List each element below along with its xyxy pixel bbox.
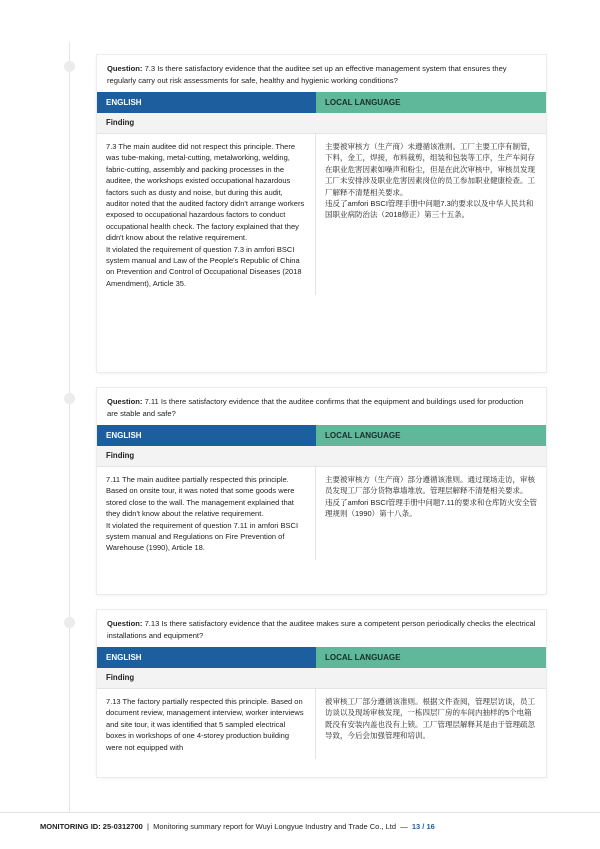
question-card-7-3 — [97, 55, 546, 372]
finding-english-text: 7.13 The factory partially respected this principle. Based on document review, management interview, worker interviews and site tour, it was identified that 5 sampled electrical boxes in workshops of one 4-storey production building were not equipped with — [97, 689, 316, 759]
question-body: 7.3 Is there satisfactory evidence that the auditee set up an effective management system that ensures they regularly carry out risk assessments for safe, healthy and hygienic working conditions? — [107, 64, 507, 85]
finding-label: Finding — [97, 668, 546, 689]
english-column-header: ENGLISH — [97, 92, 316, 113]
timeline-line — [69, 42, 70, 812]
finding-content — [97, 134, 546, 295]
english-column-header: ENGLISH — [97, 647, 316, 668]
finding-local-text: 被审核工厂部分遵循该准则。根据文件查阅，管理层访谈，员工访谈以及现场审核发现，一栋四层厂房的车间内抽样的5个电箱既没有安装内盖也没有上锁。工厂管理层解释其是由于管理疏忽导致，今后会加强管理和培训。 — [325, 697, 535, 741]
english-column-header: ENGLISH — [97, 425, 316, 446]
question-text — [97, 63, 546, 92]
question-card-7-11 — [97, 388, 546, 594]
language-header — [97, 92, 546, 113]
timeline-dot — [64, 393, 75, 404]
local-language-column-header: LOCAL LANGUAGE — [316, 425, 546, 446]
question-label: Question: — [107, 397, 143, 406]
page-number: 13 / 16 — [411, 822, 435, 831]
footer-separator: | — [147, 822, 149, 831]
question-label: Question: — [107, 619, 143, 628]
local-language-column-header: LOCAL LANGUAGE — [316, 647, 546, 668]
question-body: 7.13 Is there satisfactory evidence that the auditee makes sure a competent person periodically checks the electrical installations and equipment? — [107, 619, 536, 640]
timeline-dot — [64, 617, 75, 628]
question-card-7-13 — [97, 610, 546, 777]
finding-local-text: 主要被审核方（生产商）未遵循该准则。工厂主要工序有制管，下料，金工，焊接，布料裁剪，组装和包装等工序，生产车间存在职业危害因素如噪声和粉尘，但是在此次审核中，审核员发现工厂未安排涉及职业危害因素岗位的员工参加职业健康检查。工厂解释不清楚相关要求。 违反了amfori BSCI管理手册中问题7.3的要求以及中华人民共和国职业病防治法（2018修正）第三十五条。 — [325, 142, 535, 220]
question-text — [97, 396, 546, 425]
monitoring-id: MONITORING ID: 25-0312700 — [40, 822, 143, 831]
finding-label: Finding — [97, 113, 546, 134]
report-summary-title: Monitoring summary report for Wuyi Longyue Industry and Trade Co., Ltd — [153, 822, 397, 831]
footer-text — [40, 822, 435, 831]
finding-label: Finding — [97, 446, 546, 467]
page-footer — [0, 812, 600, 831]
timeline-dot — [64, 61, 75, 72]
local-language-column-header: LOCAL LANGUAGE — [316, 92, 546, 113]
footer-dash: — — [400, 822, 408, 831]
finding-content — [97, 689, 546, 759]
language-header — [97, 647, 546, 668]
finding-content — [97, 467, 546, 560]
question-body: 7.11 Is there satisfactory evidence that the auditee confirms that the equipment and buildings used for production are stable and safe? — [107, 397, 524, 418]
question-text — [97, 618, 546, 647]
finding-local-text: 主要被审核方（生产商）部分遵循该准则。通过现场走访，审核员发现工厂部分货物靠墙堆放。管理层解释不清楚相关要求。 违反了amfori BSCI管理手册中问题7.11的要求和仓库防火安全管理规则（1990）第十八条。 — [325, 475, 537, 519]
question-label: Question: — [107, 64, 143, 73]
language-header — [97, 425, 546, 446]
finding-english-text: 7.3 The main auditee did not respect this principle. There was tube-making, metal-cutting, metalworking, welding, fabric-cutting, assembly and packing processes in the auditee, the workshops existed occupational hazardous factors such as dusty and noise, but during this audit, auditor noted that the audited factory didn't arrange workers exposed to occupational hazardous factors to conduct occupational health check. The factory explained that they didn't know about the relative requirement. It violated the requirement of question 7.3 in amfori BSCI system manual and Law of the People's Republic of China on Prevention and Control of Occupational Diseases (2018 Amendment), Article 35. — [97, 134, 316, 295]
finding-english-text: 7.11 The main auditee partially respected this principle. Based on onsite tour, it was noted that some goods were stored close to the wall. The management explained that they didn't know about the relative requirement. It violated the requirement of question 7.11 in amfori BSCI system manual and Regulations on Fire Prevention of Warehouse (1990), Article 18. — [97, 467, 316, 560]
